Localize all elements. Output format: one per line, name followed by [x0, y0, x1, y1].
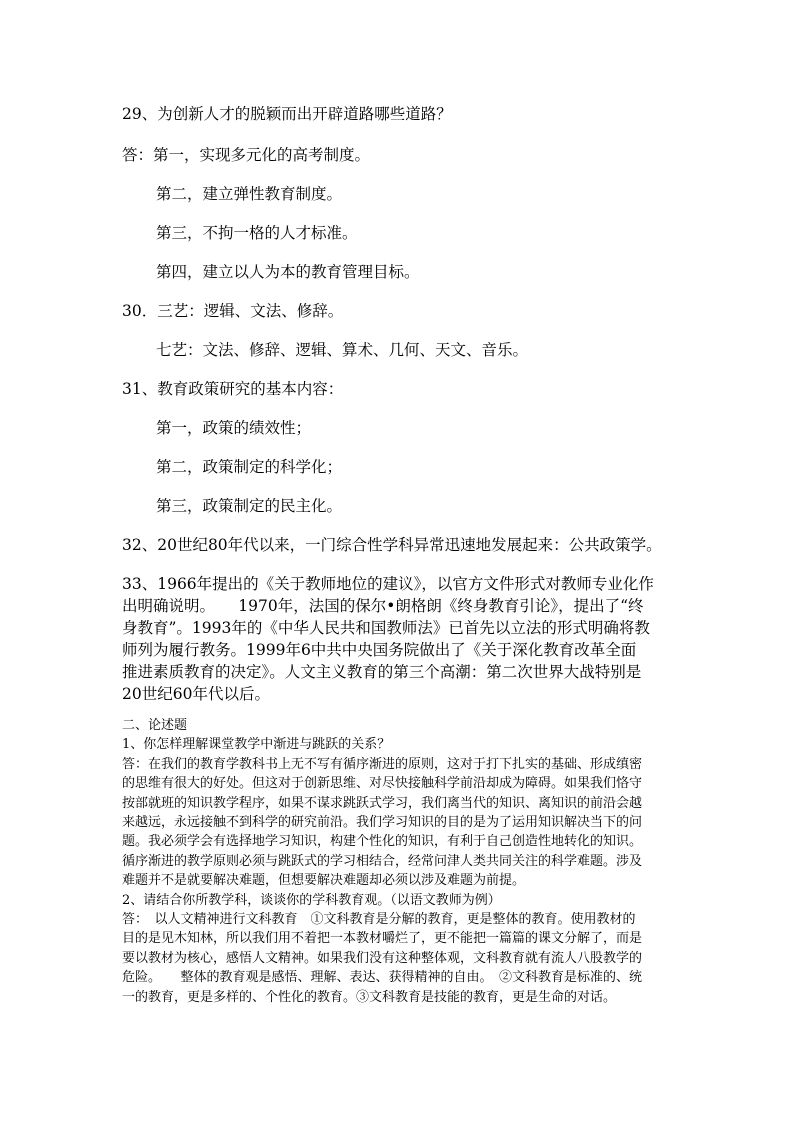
q29-answer-first: 答：第一，实现多元化的高考制度。: [122, 146, 371, 164]
essay-q2-title: 2、请结合你所教学科，谈谈你的学科教育观。（以语文教师为例）: [122, 892, 501, 908]
q31-item: 第三，政策制定的民主化。: [156, 497, 343, 515]
q32-text: 32、20世纪80年代以来，一门综合性学科异常迅速地发展起来：公共政策学。: [122, 536, 662, 554]
essay-q1-line: 题。我必须学会有选择地学习知识，构建个性化的知识，有利于自己创造性地转化的知识。: [122, 834, 643, 850]
essay-q2-line: 目的是见木知林，所以我们用不着把一本教材嚼烂了，更不能把一篇篇的课文分解了，而是: [122, 931, 643, 947]
q29-title: 29、为创新人才的脱颖而出开辟道路哪些道路？: [122, 105, 452, 123]
q31-item: 第一，政策的绩效性；: [156, 419, 312, 437]
essay-q1-line: 的思维有很大的好处。但这对于创新思维、对尽快接触科学前沿却成为障碍。如果我们恪守: [122, 776, 643, 792]
q30-san-yi: 30．三艺：逻辑、文法、修辞。: [122, 302, 344, 320]
essay-section-title: 二、论述题: [122, 718, 188, 733]
essay-q1-line: 来越远，永远接触不到科学的研究前沿。我们学习知识的目的是为了运用知识解决当下的问: [122, 815, 643, 831]
q29-item: 第三，不拘一格的人才标准。: [156, 224, 358, 242]
q31-item: 第二，政策制定的科学化；: [156, 458, 343, 476]
q33-line: 师列为履行教务。1999年6中共中央国务院做出了《关于深化教育改革全面: [122, 641, 637, 659]
essay-q2-line: 危险。 整体的教育观是感悟、理解、表达、获得精神的自由。 ②文科教育是标准的、统: [122, 970, 643, 986]
q33-line: 出明确说明。 1970年，法国的保尔•朗格朗《终身教育引论》，提出了“终: [122, 597, 644, 615]
essay-q1-line: 答：在我们的教育学教科书上无不写有循序渐进的原则，这对于打下扎实的基础、形成缜密: [122, 756, 643, 772]
essay-q2-line: 要以教材为核心，感悟人文精神。如果我们没有这种整体观，文科教育就有流人八股教学的: [122, 950, 643, 966]
essay-section: [122, 716, 682, 1007]
essay-q1-line: 难题并不是就要解决难题，但想要解决难题却必须以涉及难题为前提。: [122, 873, 526, 889]
essay-q2-line: 一的教育，更是多样的、个性化的教育。③文科教育是技能的教育，更是生命的对话。: [122, 989, 617, 1005]
q33-line: 33、1966年提出的《关于教师地位的建议》，以官方文件形式对教师专业化作: [122, 575, 654, 593]
q29-item: 第四，建立以人为本的教育管理目标。: [156, 263, 420, 281]
q33-line: 推进素质教育的决定》。人文主义教育的第三个高潮：第二次世界大战特别是: [122, 663, 642, 681]
q33-line: 20世纪60年代以后。: [122, 685, 270, 703]
q30-qi-yi: 七艺：文法、修辞、逻辑、算术、几何、天文、音乐。: [156, 341, 529, 359]
essay-q2-line: 答： 以人文精神进行文科教育 ①文科教育是分解的教育，更是整体的教育。使用教材的: [122, 912, 636, 928]
q29-item: 第二，建立弹性教育制度。: [156, 185, 343, 203]
essay-q1-line: 按部就班的知识教学程序，如果不谋求跳跃式学习，我们离当代的知识、离知识的前沿会越: [122, 795, 643, 811]
q33-paragraph: [122, 573, 682, 705]
q31-title: 31、教育政策研究的基本内容：: [122, 380, 344, 398]
q33-line: 身教育”。1993年的《中华人民共和国教师法》已首先以立法的形式明确将教: [122, 619, 650, 637]
essay-q1-title: 1、你怎样理解课堂教学中渐进与跳跃的关系？: [122, 737, 391, 753]
essay-q1-line: 循序渐进的教学原则必须与跳跃式的学习相结合，经常问津人类共同关注的科学难题。涉及: [122, 853, 643, 869]
